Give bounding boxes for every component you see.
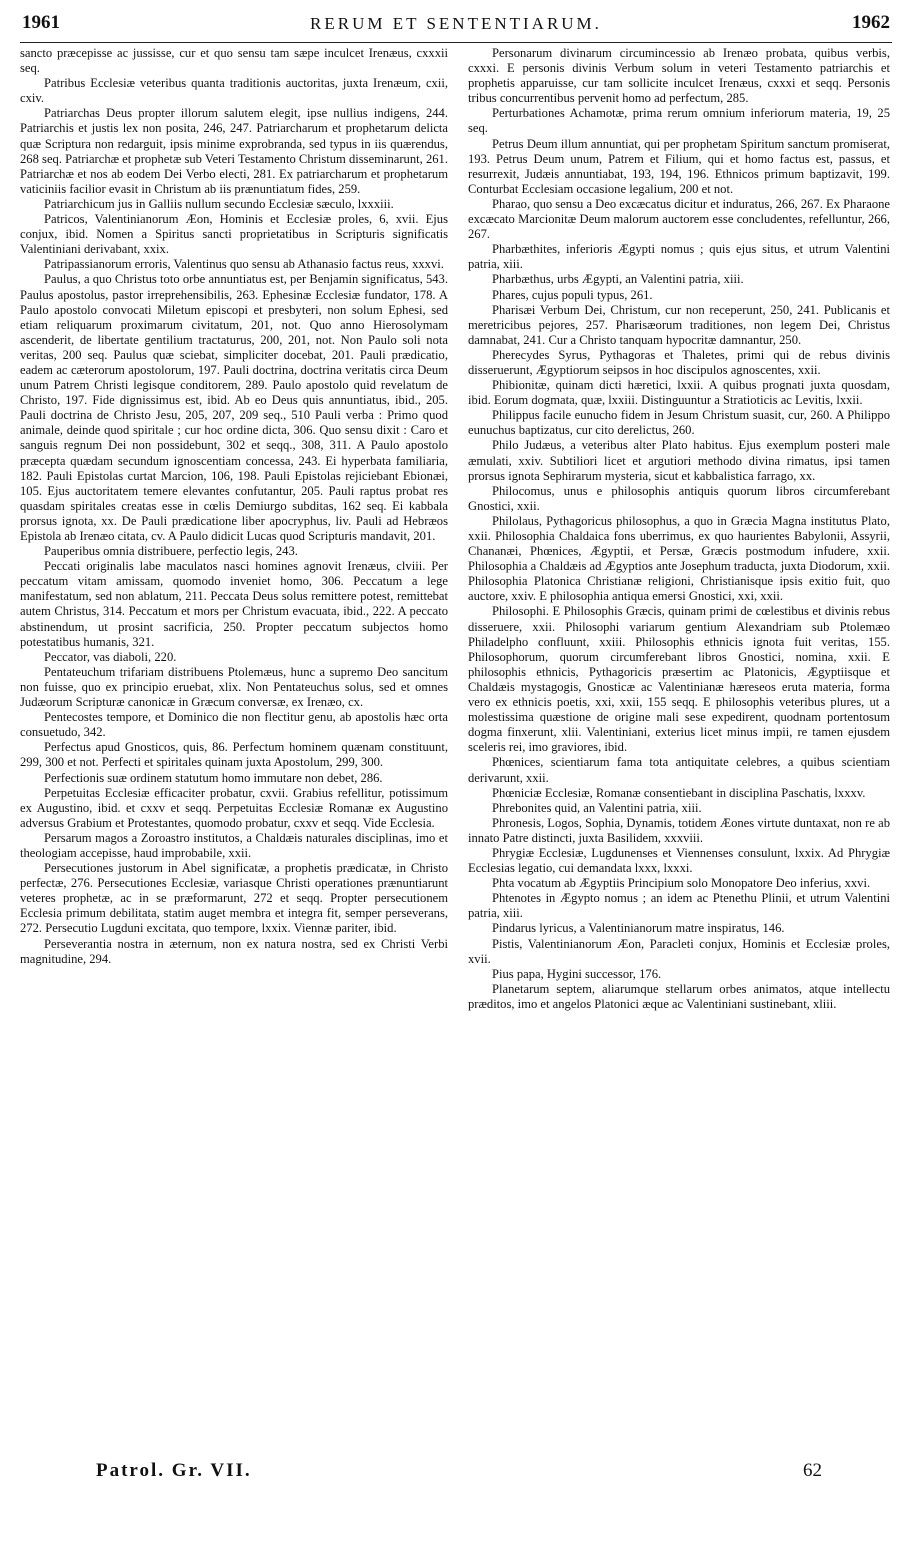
index-entry: Philocomus, unus e philosophis antiquis quorum libros circumferebant Gnostici, xxii. (468, 483, 890, 513)
index-entry: Phœnices, scientiarum fama tota antiquitate celebres, a quibus scientiam derivarunt, xxii. (468, 755, 890, 785)
index-entry: Pentecostes tempore, et Dominico die non flectitur genu, ab apostolis hæc orta consuetudo, 342. (20, 710, 448, 740)
index-entry: Phrebonites quid, an Valentini patria, xiii. (492, 800, 702, 815)
index-entry: Philo Judæus, a veteribus alter Plato habitus. Ejus exemplum posteri male æmulati, xxiv. Subtiliori licet et argutiori methodo divina rimatus, ipsi tamen prorsus ignota Sephirarum mysteria, sicut et kabbalistica farrago, xx. (468, 438, 890, 483)
index-entry: Phta vocatum ab Ægyptiis Principium solo Monopatore Deo inferius, xxvi. (492, 876, 871, 891)
index-entry: Phronesis, Logos, Sophia, Dynamis, totidem Æones virtute duntaxat, non re ab innato Patre distincti, juxta Basilidem, xxxviii. (468, 815, 890, 845)
index-entry: Pharisæi Verbum Dei, Christum, cur non receperunt, 250, 241. Publicanis et meretricibus pejores, 257. Pharisæorum traditiones, non legem Dei, Christus damnabat, 241. Cur a Christo tanquam hypocritæ damnantur, 250. (468, 302, 890, 347)
index-entry: Philippus facile eunucho fidem in Jesum Christum suasit, cur, 260. A Philippo eunuchus baptizatus, cur cito derelictus, 260. (468, 408, 890, 438)
index-entry: Philosophi. E Philosophis Græcis, quinam primi de cœlestibus et divinis rebus disseruere, xxii. Philosophi variarum gentium Alexandriam sub Ptolemæo Philadelpho confluunt, xxiii. Philosophis ethnicis ignota fuit veritas, 155. Philosophorum, quorum circumferebant libros Gnostici, nomina, xxii. E philosophis ethnicis, Pythagoricis præsertim ac Platonicis, Ægyptiisque et Chaldæis mystagogis, Gnosticæ ac Valentinianæ hæreseos eruta materia, forma vero ex ethnicis poetis, xxi, xxii, 155 seqq. E philosophis veteribus plures, ut a molestissima quæstione de origine mali sese expedirent, quodnam portentosum dogma finxerunt, xlii. Valentiniani, exterius licet minus impii, re tamen ejusdem sceleris rei, imo graviores, ibid. (468, 604, 890, 755)
page-number-left: 1961 (22, 12, 60, 33)
index-entry: Pentateuchum trifariam distribuens Ptolemæus, hunc a supremo Deo sancitum non fuisse, quo ex principio eruebat, xlix. Non Pentateuchus solus, sed et omnes Judæorum Scripturæ canonicæ in Græcum conversæ, ex Irenæo, cx. (20, 664, 448, 710)
index-entry: Pindarus lyricus, a Valentinianorum matre inspiratus, 146. (492, 921, 785, 936)
index-entry: Planetarum septem, aliarumque stellarum orbes animatos, atque intellectu præditos, imo et angelos Platonici æque ac Valentiniani sustinebant, xliii. (468, 981, 890, 1011)
index-entry: Patribus Ecclesiæ veteribus quanta traditionis auctoritas, juxta Irenæum, cxii, cxiv. (20, 76, 448, 106)
index-entry: Pauperibus omnia distribuere, perfectio legis, 243. (44, 544, 298, 559)
index-entry: Peccati originalis labe maculatos nasci homines agnovit Irenæus, clviii. Per peccatum vitam amissam, quomodo inveniet homo, 306. Peccatum a lege manifestatum, sed non ablatum, 211. Peccata Deus solus remittere potest, remittebat autem Christus, 314. Peccatum et mors per Christum evacuata, ibid., 222. A peccato abstinendum, ut prosint sacrificia, 250. Propter peccatum subjectos homo potestatibus humanis, 321. (20, 559, 448, 649)
index-entry: Perseverantia nostra in æternum, non ex natura nostra, sed ex Christi Verbi magnitudine, 294. (20, 936, 448, 966)
index-entry: Phrygiæ Ecclesiæ, Lugdunenses et Viennenses consulunt, lxxix. Ad Phrygiæ Ecclesias legatio, cui demandata lxxx, lxxxi. (468, 845, 890, 876)
index-entry: Phibionitæ, quinam dicti hæretici, lxxii. A quibus prognati juxta quosdam, ibid. Eorum dogmata, quæ, lxxiii. Distinguuntur a Stratioticis ac Levitis, lxxii. (468, 378, 890, 408)
page-number-right: 1962 (852, 12, 890, 33)
index-entry: Pius papa, Hygini successor, 176. (492, 966, 662, 981)
page-footer (20, 1460, 892, 1486)
index-entry: Phares, cujus populi typus, 261. (492, 287, 653, 302)
index-entry: Paulus, a quo Christus toto orbe annuntiatus est, per Benjamin significatus, 543. Paulus apostolus, pastor irreprehensibilis, 263. Ephesinæ Ecclesiæ fundator, 178. A Paulo apostolo convocati Miletum episcopi et presbyteri, non solum Ephesi, sed etiam reliquarum proximarum civitatum, 201, not. Quo anno Hierosolymam ascenderit, de libertate gentilium tractaturus, 200, 201, not. Non Paulo soli nota veritas, 200 seq. Paulus quæ sciebat, simpliciter docebat, 201. Pauli prædicatio, eadem ac cæterorum apostolorum, 197. Pauli doctrina, doctrina veritatis circa Deum unum Patrem Christi legisque conditorem, 289. Paulo apostolo quid revelatum de Christo, 197. Fide dignissimus est, ibid. Ab eo Deus quis annuntiatus, ibid., 205. Pauli doctrina de Christo Jesu, 205, 207, 209 seq., 510 Pauli verba : Primo quod animale, deinde quod spiritale ; cur hoc ordine dicta, 306. Quo sensu dixit : Caro et sanguis regnum Dei non possidebunt, 302 et seqq., 308, 311. A Paulo apostolo præcepta quædam secundum ignoscentiam concessa, 243. Ei hyperbata familiaria, 182. Pauli Epistolas curtat Marcion, 106, 198. Pauli Epistolas rejiciebant Ebionæi, 105. Ejus auctoritatem temere elevantes confutantur, 205. Pauli raptus probat res quasdam spiritales creatas esse in cœlis Demiurgo subditas, 162 seq. Ei kabbala prorsus ignota, xx. De Pauli prædicatione liber apocryphus, liv. Pauli ad Hebræos Epistola ab Irenæo citata, cv. A Paulo didicit Lucas quod Scripturis mandavit, 201. (20, 272, 448, 543)
index-entry: Peccator, vas diaboli, 220. (44, 649, 177, 664)
index-entry: Phtenotes in Ægypto nomus ; an idem ac Ptenethu Plinii, et utrum Valentini patria, xiii. (468, 891, 890, 921)
index-entry: Pharbæthus, urbs Ægypti, an Valentini patria, xiii. (492, 272, 744, 287)
index-entry: Pharbæthites, inferioris Ægypti nomus ; quis ejus situs, et utrum Valentini patria, xiii. (468, 242, 890, 272)
index-entry: Persarum magos a Zoroastro institutos, a Chaldæis naturales disciplinas, imo et theologiam accepisse, haud improbabile, xxii. (20, 830, 448, 860)
volume-signature: Patrol. Gr. VII. (96, 1460, 252, 1481)
index-entry: Patricos, Valentinianorum Æon, Hominis et Ecclesiæ proles, 6, xvii. Ejus conjux, ibid. Nomen a Spiritus sancti proprietatibus in Scripturis significatis Valentiniani derivabant, xxix. (20, 212, 448, 257)
index-entry: sancto præcepisse ac jussisse, cur et quo sensu tam sæpe inculcet Irenæus, cxxxii seq. (20, 46, 448, 76)
index-entry: Petrus Deum illum annuntiat, qui per prophetam Spiritum sanctum promiserat, 193. Petrus Deum unum, Patrem et Filium, qui et homo factus est, passus, et resurrexit, Judæis annuntiabat, 193, 194, 196. Ethnicos primum baptizavit, 199. Conturbat Ecclesiam occasione legalium, 200 et not. (468, 136, 890, 196)
index-entry: Pherecydes Syrus, Pythagoras et Thaletes, primi qui de rebus divinis disseruerunt, Ægyptiorum seipsos in hoc discipulos agnoscentes, xxii. (468, 347, 890, 377)
index-column-right (468, 46, 890, 1446)
index-entry: Patripassianorum erroris, Valentinus quo sensu ab Athanasio factus reus, xxxvi. (44, 257, 444, 272)
index-entry: Pistis, Valentinianorum Æon, Paracleti conjux, Hominis et Ecclesiæ proles, xvii. (468, 936, 890, 966)
index-entry: Perpetuitas Ecclesiæ efficaciter probatur, cxvii. Grabius refellitur, potissimum ex Augustino, ibid. et cxxv et seqq. Perpetuitas Ecclesiæ Romanæ ex Augustino adversus Grabium et Protestantes, quomodo probatur, cxxv et seqq. Vide Ecclesia. (20, 785, 448, 830)
sheet-number: 62 (803, 1460, 822, 1481)
index-entry: Persecutiones justorum in Abel significatæ, a prophetis prædicatæ, in Christo perfectæ, 276. Persecutiones Ecclesiæ, variasque Christi operationes prænuntiarunt veteres prophetæ, ac in se præformarunt, 272 et seqq. Propter persecutionem Ecclesia primum debilitata, statim auget membra et integra fit, semper perseverans, 272. Persecutio Lugduni excitata, quo tempore, lxxix. Viennæ pariter, ibid. (20, 861, 448, 936)
index-entry: Patriarchas Deus propter illorum salutem elegit, ipse nullius indigens, 244. Patriarchis et justis lex non posita, 246, 247. Patriarcharum et prophetarum delicta quæ Scriptura non redarguit, ipsis minime exprobranda, sed typus in iis quærendus, 268 seq. Patriarchæ et prophetæ sub Veteri Testamento Christum disseminarunt, 261. Patriarchæ et nos ab eodem Dei Verbo electi, 281. Ex patriarcharum et prophetarum vaticiniis facilior evasit in Christum ab iis prænuntiatum fides, 259. (20, 106, 448, 196)
index-entry: Phœniciæ Ecclesiæ, Romanæ consentiebant in disciplina Paschatis, lxxxv. (492, 785, 866, 800)
index-column-left (20, 46, 448, 1446)
index-entry: Philolaus, Pythagoricus philosophus, a quo in Græcia Magna institutus Plato, xxii. Philosophia Chaldaica fons uberrimus, ex quo haurientes Babylonii, Assyrii, Chananæi, Phœnices, Ægyptii, et Persæ, Græcis postmodum infudere, xxii. Philosophia a Chaldæis ad Ægyptios ante Josephum traducta, juxta Diodorum, xxii. Philosophia Platonica Christianæ religioni, Christianisque ipsis exitio fuit, quo auctore, xxiv. E philosophia antiqua emersi Gnostici, xxi, xxii. (468, 513, 890, 604)
index-entry: Patriarchicum jus in Galliis nullum secundo Ecclesiæ sæculo, lxxxiii. (44, 196, 394, 211)
index-entry: Personarum divinarum circumincessio ab Irenæo probata, quibus verbis, cxxxi. E personis divinis Verbum solum in veteri Testamento patriarchis et prophetis apparuisse, cur tam sollicite inculcet Irenæus, cxxxi et seqq. Personis tribus concurrentibus pervenit homo ad perfectum, 285. (468, 46, 890, 106)
index-entry: Perturbationes Achamotæ, prima rerum omnium inferiorum materia, 19, 25 seq. (468, 106, 890, 136)
index-entry: Perfectionis suæ ordinem statutum homo immutare non debet, 286. (44, 770, 383, 785)
running-header (20, 12, 892, 43)
index-entry: Perfectus apud Gnosticos, quis, 86. Perfectum hominem quænam constituunt, 299, 300 et not. Perfecti et spiritales quinam juxta Apostolum, 299, 300. (20, 740, 448, 770)
index-entry: Pharao, quo sensu a Deo excæcatus dicitur et induratus, 266, 267. Ex Pharaone excæcato Marcionitæ Deum malorum auctorem esse concludentes, refelluntur, 266, 267. (468, 196, 890, 242)
running-title: RERUM ET SENTENTIARUM. (310, 14, 602, 33)
